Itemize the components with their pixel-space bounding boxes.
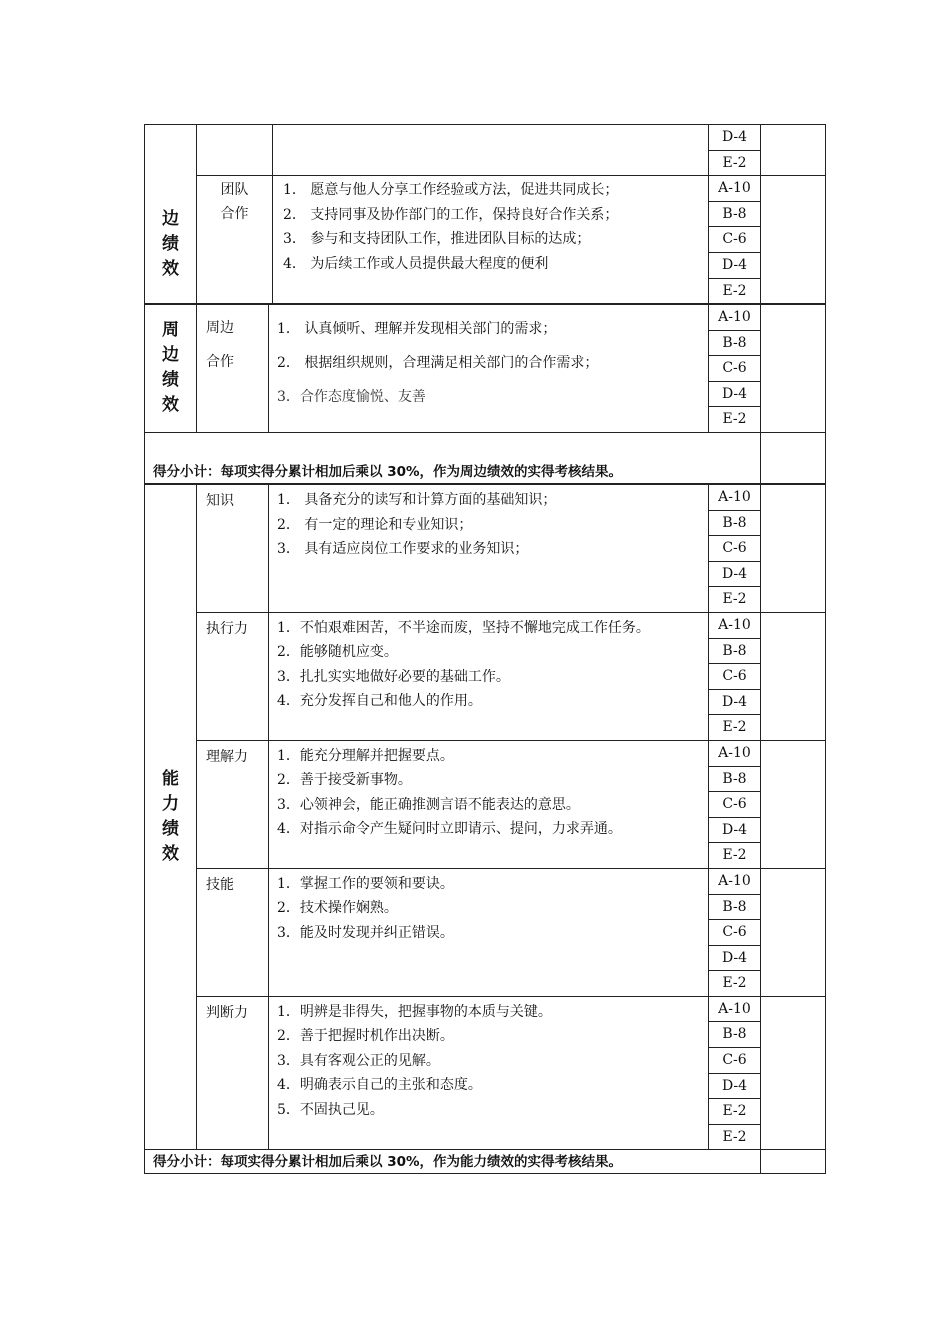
list-item: 3．具有客观公正的见解。 (277, 1052, 440, 1069)
grade-cell: A-10 (709, 176, 761, 202)
category-peripheral: 周 边 绩 效 (145, 305, 197, 433)
grade-cell: C-6 (709, 536, 761, 562)
grade-cell: A-10 (709, 740, 761, 766)
list-item: 1． 具备充分的读写和计算方面的基础知识； (277, 492, 557, 508)
grade-cell: E-2 (709, 278, 761, 304)
list-item: 1．掌握工作的要领和要诀。 (277, 875, 454, 892)
ability-performance-table (144, 484, 825, 1174)
grade-cell: C-6 (709, 920, 761, 946)
grade-cell: D-4 (709, 561, 761, 587)
list-item: 5．不固执己见。 (277, 1101, 384, 1118)
criteria-0 (269, 485, 709, 613)
peripheral-cooperation-criteria (269, 305, 709, 433)
grade-cell: B-8 (709, 766, 761, 792)
sub-2: 理解力 (197, 740, 269, 868)
list-item: 2． 根据组织规则，合理满足相关部门的合作需求； (277, 355, 599, 371)
grade-cell: E-2 (709, 715, 761, 741)
sub-team-cooperation: 团队 合作 (197, 176, 273, 304)
list-item: 1． 认真倾听、理解并发现相关部门的需求； (277, 321, 557, 337)
grade-cell: C-6 (709, 792, 761, 818)
list-item: 3． 参与和支持团队工作，推进团队目标的达成； (283, 231, 591, 248)
grade-cell: E-2 (709, 1124, 761, 1150)
list-item: 2． 有一定的理论和专业知识； (277, 516, 473, 533)
subtotal-score-cell[interactable] (761, 1150, 826, 1174)
grade-cell: B-8 (709, 510, 761, 536)
list-item: 2．善于接受新事物。 (277, 772, 412, 789)
score-cell[interactable] (761, 740, 826, 868)
list-item: 1． 愿意与他人分享工作经验或方法，促进共同成长； (283, 182, 619, 199)
score-cell[interactable] (761, 868, 826, 996)
list-item: 4． 为后续工作或人员提供最大程度的便利 (283, 255, 549, 272)
category-ability: 能 力 绩 效 (145, 485, 197, 1150)
peripheral-table-continued (144, 124, 825, 304)
list-item: 4．明确表示自己的主张和态度。 (277, 1077, 482, 1094)
list-item: 3． 具有适应岗位工作要求的业务知识； (277, 541, 529, 557)
grade-cell: A-10 (709, 868, 761, 894)
grade-cell: E-2 (709, 971, 761, 997)
grade-cell: B-8 (709, 1022, 761, 1048)
criteria-3 (269, 868, 709, 996)
sub-3: 技能 (197, 868, 269, 996)
grade-cell: C-6 (709, 356, 761, 382)
grade-cell: C-6 (709, 664, 761, 690)
criteria-2 (269, 740, 709, 868)
grade-cell: B-8 (709, 330, 761, 356)
grade-cell: D-4 (709, 125, 761, 151)
criteria-1 (269, 612, 709, 740)
ability-subtotal: 得分小计：每项实得分累计相加后乘以 30%，作为能力绩效的实得考核结果。 (145, 1150, 761, 1174)
sub-0: 知识 (197, 485, 269, 613)
list-item: 3．合作态度愉悦、友善 (277, 389, 426, 405)
score-cell[interactable] (761, 305, 826, 433)
grade-cell: B-8 (709, 201, 761, 227)
grade-cell: E-2 (709, 1099, 761, 1125)
category-peripheral-cont: 边 绩 效 (145, 125, 197, 304)
score-cell[interactable] (761, 176, 826, 304)
grade-cell: E-2 (709, 407, 761, 433)
list-item: 2． 支持同事及协作部门的工作，保持良好合作关系； (283, 206, 619, 223)
team-cooperation-criteria (273, 176, 709, 304)
list-item: 2．技术操作娴熟。 (277, 900, 398, 917)
list-item: 1．明辨是非得失，把握事物的本质与关键。 (277, 1003, 552, 1020)
empty-desc-cell (273, 125, 709, 176)
sub-1: 执行力 (197, 612, 269, 740)
score-cell[interactable] (761, 485, 826, 613)
list-item: 3．心领神会，能正确推测言语不能表达的意思。 (277, 796, 580, 813)
grade-cell: D-4 (709, 252, 761, 278)
list-item: 2．能够随机应变。 (277, 644, 398, 661)
sub-4: 判断力 (197, 996, 269, 1150)
grade-cell: E-2 (709, 843, 761, 869)
subtotal-score-cell[interactable] (761, 432, 826, 483)
score-cell[interactable] (761, 612, 826, 740)
grade-cell: D-4 (709, 381, 761, 407)
peripheral-cooperation-table (144, 304, 825, 484)
grade-cell: D-4 (709, 817, 761, 843)
grade-cell: C-6 (709, 227, 761, 253)
criteria-4 (269, 996, 709, 1150)
list-item: 3．能及时发现并纠正错误。 (277, 924, 454, 941)
grade-cell: B-8 (709, 638, 761, 664)
score-cell[interactable] (761, 125, 826, 176)
grade-cell: E-2 (709, 587, 761, 613)
grade-cell: B-8 (709, 894, 761, 920)
empty-sub-cell (197, 125, 273, 176)
grade-cell: A-10 (709, 485, 761, 511)
grade-cell: A-10 (709, 996, 761, 1022)
peripheral-subtotal: 得分小计：每项实得分累计相加后乘以 30%，作为周边绩效的实得考核结果。 (145, 432, 761, 483)
grade-cell: E-2 (709, 150, 761, 176)
list-item: 1．能充分理解并把握要点。 (277, 747, 454, 764)
list-item: 4．对指示命令产生疑问时立即请示、提问，力求弄通。 (277, 821, 622, 838)
list-item: 3．扎扎实实地做好必要的基础工作。 (277, 668, 510, 685)
grade-cell: D-4 (709, 689, 761, 715)
sub-peripheral-cooperation: 周边 合作 (197, 305, 269, 433)
list-item: 2．善于把握时机作出决断。 (277, 1028, 454, 1045)
grade-cell: D-4 (709, 945, 761, 971)
list-item: 4．充分发挥自己和他人的作用。 (277, 693, 482, 710)
grade-cell: C-6 (709, 1048, 761, 1074)
score-cell[interactable] (761, 996, 826, 1150)
grade-cell: A-10 (709, 612, 761, 638)
grade-cell: D-4 (709, 1073, 761, 1099)
grade-cell: A-10 (709, 305, 761, 331)
list-item: 1．不怕艰难困苦，不半途而废，坚持不懈地完成工作任务。 (277, 619, 650, 636)
